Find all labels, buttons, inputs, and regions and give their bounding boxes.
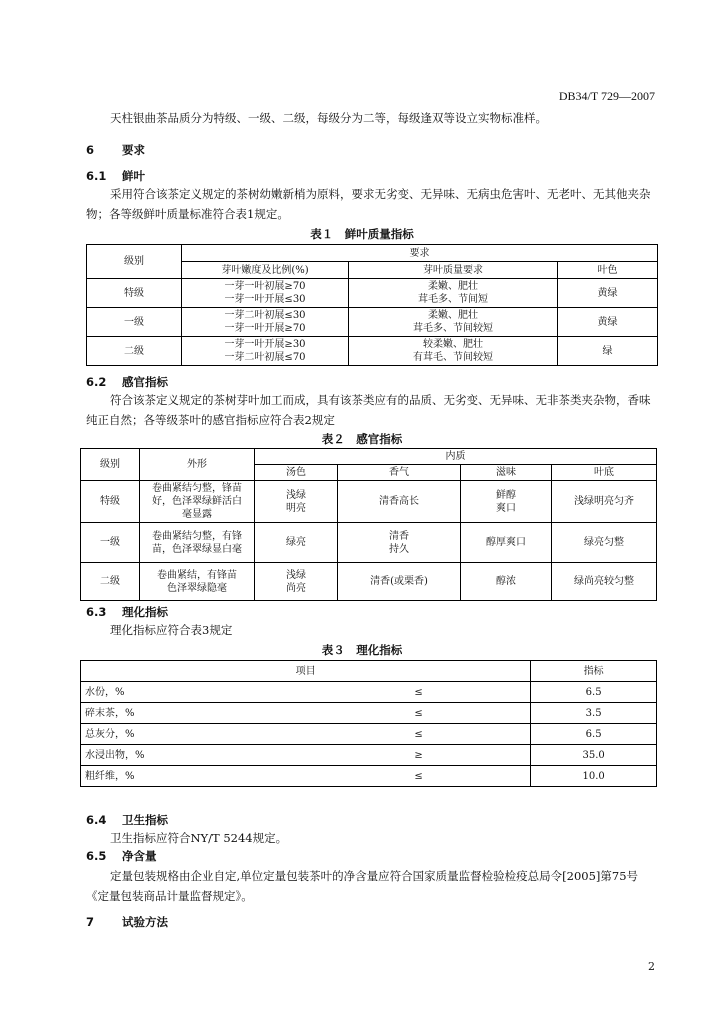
table-cell (140, 523, 255, 563)
page-number: 2 (648, 960, 655, 973)
table-row (81, 523, 657, 563)
table-row (81, 745, 657, 766)
cell-line: 较柔嫩、肥壮 (423, 339, 483, 350)
table-cell: 清香高长 (338, 481, 461, 523)
table-cell: 黄绿 (558, 279, 658, 308)
section-number: 6 (86, 143, 95, 157)
cell-line: 持久 (389, 543, 409, 555)
table-header: 汤色 (255, 465, 338, 481)
section-6-3-text: 理化指标应符合表3规定 (110, 623, 233, 637)
section-6-2-heading (86, 374, 168, 390)
table-row (87, 308, 658, 337)
cell-line: 一芽一叶初展≥70 (224, 281, 306, 292)
section-6-heading (86, 142, 145, 158)
table-cell (255, 563, 338, 601)
table-cell: 绿 (558, 337, 658, 366)
cell-line: 柔嫩、肥壮 (428, 310, 478, 321)
table-cell: ≤ (307, 724, 531, 745)
intro-paragraph: 天柱银曲茶品质分为特级、一级、二级，每级分为二等，每级逢双等设立实物标准样。 (110, 111, 547, 125)
table-header: 级别 (81, 449, 140, 481)
section-7-heading (86, 914, 168, 930)
section-number: 6.4 (86, 813, 107, 827)
table-cell: 10.0 (531, 766, 657, 787)
cell-line: 明亮 (286, 502, 306, 514)
table-cell: 6.5 (531, 724, 657, 745)
section-title: 鲜叶 (122, 169, 145, 183)
table-cell: 一级 (81, 523, 140, 563)
cell-line: 有茸毛、节间较短 (413, 352, 493, 363)
table-1-fresh-leaf (86, 244, 658, 366)
section-6-3-heading (86, 604, 168, 620)
table-cell: 二级 (87, 337, 182, 366)
table-row (81, 481, 657, 523)
table-cell: ≤ (307, 766, 531, 787)
table-cell: 一级 (87, 308, 182, 337)
cell-line: 卷曲紧结，有锋苗 (157, 569, 237, 581)
table-3-caption: 表３ 理化指标 (321, 643, 403, 657)
table-cell: ≥ (307, 745, 531, 766)
table-header: 内质 (255, 449, 657, 465)
table-header: 芽叶质量要求 (349, 262, 558, 279)
cell-line: 茸毛多、节间较短 (413, 323, 493, 334)
section-title: 理化指标 (122, 605, 168, 619)
table-cell (182, 337, 349, 366)
table-cell: 清香(或栗香) (338, 563, 461, 601)
section-title: 试验方法 (122, 915, 168, 929)
table-header: 芽叶嫩度及比例(%) (182, 262, 349, 279)
table-cell (140, 481, 255, 523)
table-cell: 总灰分，% (81, 724, 308, 745)
section-number: 6.1 (86, 169, 107, 183)
table-row (81, 724, 657, 745)
section-title: 卫生指标 (122, 813, 168, 827)
cell-line: 一芽二叶初展≤30 (224, 310, 306, 321)
table-cell: 3.5 (531, 703, 657, 724)
table-cell: 粗纤维，% (81, 766, 308, 787)
table-cell (349, 308, 558, 337)
table-header: 要求 (182, 245, 658, 262)
table-1-caption: 表１ 鲜叶质量指标 (310, 227, 414, 241)
table-cell: 特级 (87, 279, 182, 308)
table-cell: 水浸出物，% (81, 745, 308, 766)
cell-line: 苗，色泽翠绿显白毫 (152, 543, 242, 555)
cell-line: 浅绿 (286, 489, 306, 501)
table-cell: 6.5 (531, 682, 657, 703)
section-number: 6.3 (86, 605, 107, 619)
table-cell: 醇厚爽口 (461, 523, 552, 563)
cell-line: 尚亮 (286, 582, 306, 594)
table-header: 香气 (338, 465, 461, 481)
section-6-5-heading (86, 848, 157, 864)
section-6-5-text: 定量包装规格由企业自定,单位定量包装茶叶的净含量应符合国家质量监督检验检疫总局令[2005]第75号《定量包装商品计量监督规定》。 (86, 869, 639, 903)
cell-line: 茸毛多、节间短 (418, 294, 488, 305)
table-header: 叶色 (558, 262, 658, 279)
doc-header: DB34/T 729—2007 (558, 89, 655, 103)
table-cell: 绿尚亮较匀整 (552, 563, 657, 601)
table-2-sensory (80, 448, 657, 601)
section-6-1-heading (86, 168, 145, 184)
table-cell (349, 279, 558, 308)
table-cell (182, 279, 349, 308)
cell-line: 清香 (389, 530, 409, 542)
cell-line: 鲜醇 (496, 489, 516, 501)
cell-line: 好，色泽翠绿鲜活白 (152, 496, 242, 507)
table-cell: ≤ (307, 682, 531, 703)
cell-line: 一芽一叶开展≥70 (224, 323, 306, 334)
table-cell (349, 337, 558, 366)
cell-line: 卷曲紧结匀整，锋苗 (152, 483, 242, 494)
section-number: 6.5 (86, 849, 107, 863)
table-row (87, 337, 658, 366)
section-6-4-heading (86, 812, 168, 828)
table-cell (255, 481, 338, 523)
table-header: 滋味 (461, 465, 552, 481)
cell-line: 色泽翠绿隐毫 (167, 582, 227, 594)
cell-line: 浅绿 (286, 569, 306, 581)
table-cell: 35.0 (531, 745, 657, 766)
cell-line: 一芽一叶开展≥30 (224, 339, 306, 350)
cell-line: 爽口 (496, 502, 516, 514)
table-row (81, 682, 657, 703)
table-row (81, 563, 657, 601)
cell-line: 一芽二叶初展≤70 (224, 352, 306, 363)
table-cell (461, 481, 552, 523)
table-cell: 特级 (81, 481, 140, 523)
table-cell: ≤ (307, 703, 531, 724)
cell-line: 卷曲紧结匀整，有锋 (152, 530, 242, 542)
table-cell: 水份，% (81, 682, 308, 703)
table-cell: 碎末茶，% (81, 703, 308, 724)
table-2-caption: 表２ 感官指标 (321, 432, 403, 446)
section-number: 6.2 (86, 375, 107, 389)
section-6-2-text: 符合该茶定义规定的茶树芽叶加工而成，具有该茶类应有的品质、无劣变、无异味、无非茶类夹杂物，香味纯正自然；各等级茶叶的感官指标应符合表2规定 (86, 393, 651, 427)
table-cell (140, 563, 255, 601)
cell-line: 柔嫩、肥壮 (428, 281, 478, 292)
table-row (81, 766, 657, 787)
cell-line: 一芽一叶开展≤30 (224, 294, 306, 305)
table-header: 叶底 (552, 465, 657, 481)
section-6-1-text: 采用符合该茶定义规定的茶树幼嫩新梢为原料，要求无劣变、无异味、无病虫危害叶、无老叶、无其他夹杂物；各等级鲜叶质量标准符合表1规定。 (86, 187, 651, 221)
section-title: 要求 (122, 143, 145, 157)
table-cell: 绿亮匀整 (552, 523, 657, 563)
table-header: 外形 (140, 449, 255, 481)
section-title: 净含量 (122, 849, 157, 863)
table-cell: 绿亮 (255, 523, 338, 563)
table-row (81, 703, 657, 724)
table-header: 级别 (87, 245, 182, 279)
table-cell: 二级 (81, 563, 140, 601)
section-number: 7 (86, 915, 95, 929)
table-header: 指标 (531, 661, 657, 682)
table-row (87, 279, 658, 308)
table-cell: 醇浓 (461, 563, 552, 601)
table-cell: 浅绿明亮匀齐 (552, 481, 657, 523)
section-6-4-text: 卫生指标应符合NY/T 5244规定。 (110, 831, 288, 845)
table-cell (182, 308, 349, 337)
cell-line: 毫显露 (182, 509, 212, 520)
table-cell (338, 523, 461, 563)
table-3-physicochemical (80, 660, 657, 787)
table-cell: 黄绿 (558, 308, 658, 337)
section-title: 感官指标 (122, 375, 168, 389)
table-header: 项目 (81, 661, 531, 682)
